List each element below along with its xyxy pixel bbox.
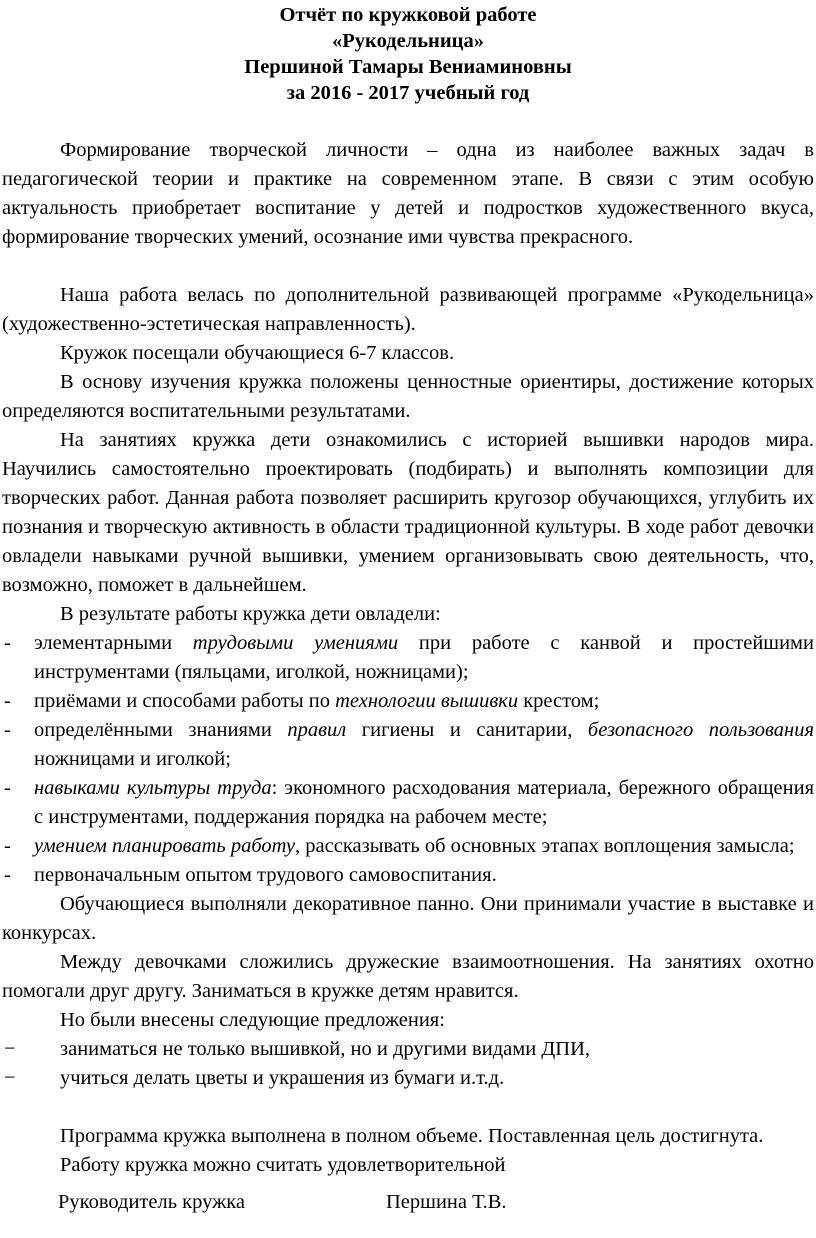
paragraph-attendance: Кружок посещали обучающиеся 6-7 классов. — [60, 342, 455, 364]
paragraph-assessment: Работу кружка можно считать удовлетворительной — [60, 1154, 506, 1176]
paragraph-proposals-intro: Но были внесены следующие предложения: — [60, 1009, 445, 1031]
list-emphasis: технологии вышивки — [335, 690, 519, 712]
skills-list — [2, 629, 814, 890]
paragraph-activities: На занятиях кружка дети ознакомились с историей вышивки народов мира. Научились самостоятельно проектировать (подбирать) и выполнять композиции для творческих работ. Данная работа позволяет расширить кругозор обучающихся, углубить их познания и творческую активность в области традиционной культуры. В ходе работ девочки овладели навыками ручной вышивки, умением организовывать свою деятельность, что, возможно, поможет в дальнейшем. — [2, 429, 814, 596]
paragraph-relations: Между девочками сложились дружеские взаимоотношения. На занятиях охотно помогали друг другу. Заниматься в кружке детям нравится. — [2, 951, 814, 1002]
list-item — [2, 1064, 814, 1093]
list-dash: - — [4, 835, 11, 857]
list-text: при работе с канвой и простейшими инструментами (пяльцами, иголкой, ножницами); — [34, 632, 814, 683]
list-item — [2, 687, 814, 716]
paragraph-program: Наша работа велась по дополнительной развивающей программе «Рукодельница» (художественно-эстетическая направленность). — [2, 284, 814, 335]
list-dash: - — [4, 719, 11, 741]
paragraph-values: В основу изучения кружка положены ценностные ориентиры, достижение которых определяются воспитательными результатами. — [2, 371, 814, 422]
list-emphasis: трудовыми умениями — [192, 632, 399, 654]
list-dash: - — [4, 690, 11, 712]
paragraph-conclusion: Программа кружка выполнена в полном объеме. Поставленная цель достигнута. — [60, 1125, 764, 1147]
list-item — [2, 832, 814, 861]
list-emphasis: , безопасного пользования — [567, 719, 815, 741]
list-item — [2, 1035, 814, 1064]
list-emphasis: навыками культуры труда — [34, 777, 272, 799]
list-text: крестом; — [518, 690, 600, 712]
list-text: : экономного расходования материала, бережного обращения с инструментами, поддержания порядка на рабочем месте; — [34, 777, 814, 828]
signature-block — [58, 1188, 507, 1217]
list-text: ножницами и иголкой; — [34, 748, 231, 770]
title-line-3: Першиной Тамары Вениаминовны — [244, 56, 572, 78]
list-text: учиться делать цветы и украшения из бумаги и.т.д. — [60, 1067, 505, 1089]
list-dash: - — [4, 864, 11, 886]
signature-role: Руководитель кружка — [58, 1191, 246, 1213]
document-body — [0, 106, 816, 1180]
list-text: приёмами и способами работы по — [34, 690, 336, 712]
list-emphasis: умением планировать работу — [34, 835, 296, 857]
list-text: определёнными знаниями — [34, 719, 288, 741]
list-dash: - — [4, 777, 11, 799]
list-text: гигиены и санитарии — [346, 719, 568, 741]
list-emphasis: правил — [287, 719, 347, 741]
list-text: элементарными — [34, 632, 193, 654]
paragraph-results-intro: В результате работы кружка дети овладели: — [60, 603, 441, 625]
list-item — [2, 774, 814, 832]
list-dash: - — [4, 632, 11, 654]
list-dash: − — [4, 1038, 16, 1060]
list-item — [2, 629, 814, 687]
list-text: заниматься не только вышивкой, но и другими видами ДПИ, — [60, 1038, 591, 1060]
paragraph-intro: Формирование творческой личности – одна из наиболее важных задач в педагогической теории и практике на современном этапе. В связи с этим особую актуальность приобретает воспитание у детей и подростков художественного вкуса, формирование творческих умений, осознание ими чувства прекрасного. — [2, 139, 814, 248]
list-item — [2, 861, 814, 890]
paragraph-panel: Обучающиеся выполняли декоративное панно. Они принимали участие в выставке и конкурсах. — [2, 893, 814, 944]
title-line-2: «Рукодельница» — [332, 30, 484, 52]
proposals-list — [2, 1035, 814, 1093]
list-text: первоначальным опытом трудового самовоспитания. — [34, 864, 497, 886]
list-dash: − — [4, 1067, 16, 1089]
list-item — [2, 716, 814, 774]
document-title — [0, 0, 816, 106]
title-line-4: за 2016 - 2017 учебный год — [286, 82, 530, 104]
signature-name: Першина Т.В. — [386, 1191, 507, 1213]
list-text: , рассказывать об основных этапах воплощения замысла; — [295, 835, 795, 857]
title-line-1: Отчёт по кружковой работе — [279, 4, 537, 26]
